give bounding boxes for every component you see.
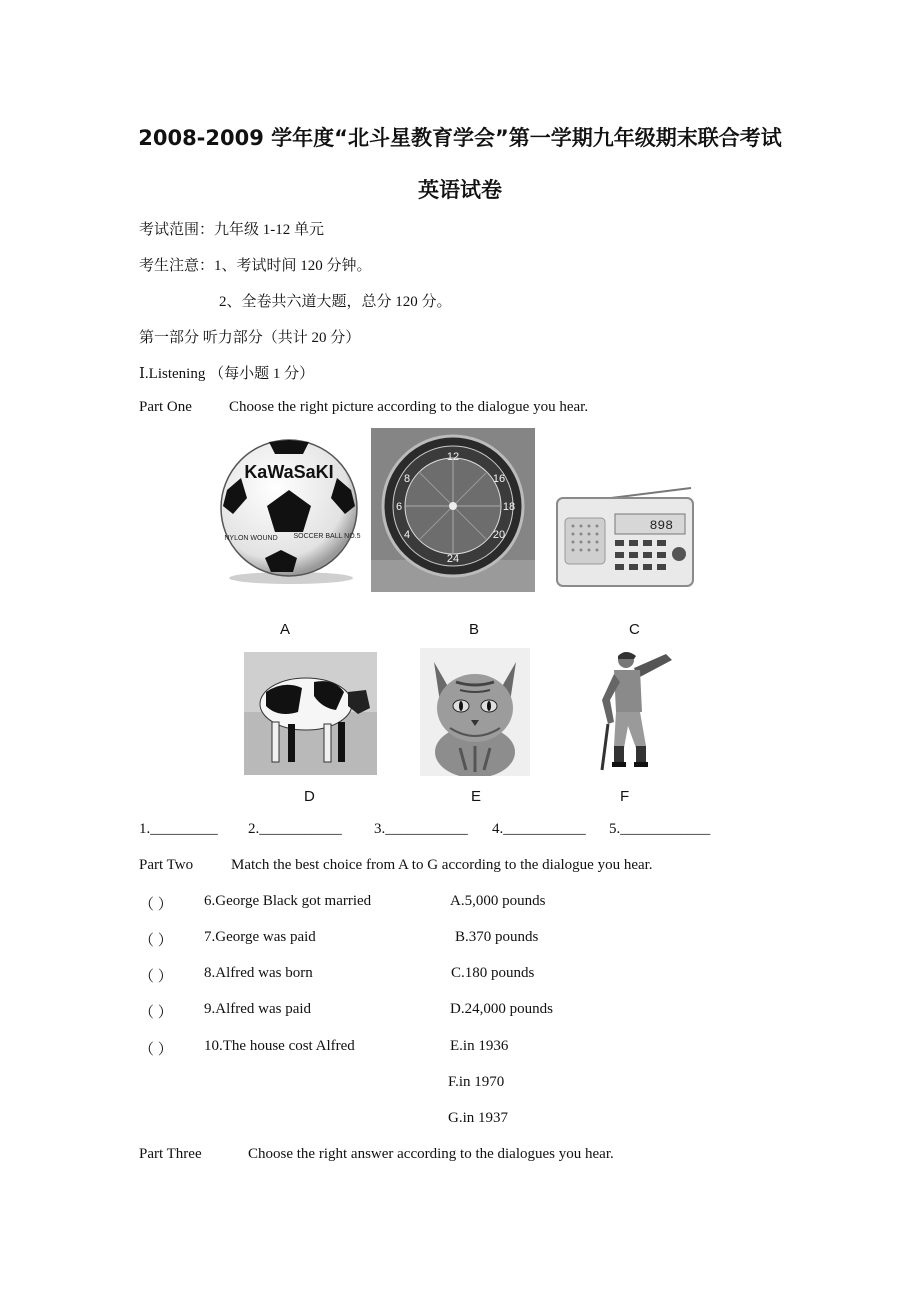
question-paren[interactable]: （ ）	[139, 897, 173, 913]
picture-letter-c: C	[629, 621, 640, 638]
question-text: 7.George was paid	[204, 929, 316, 945]
question-text: 10.The house cost Alfred	[204, 1038, 355, 1054]
question-paren[interactable]: （ ）	[139, 969, 173, 985]
listening-section: Ⅰ.Listening （每小题 1 分）	[139, 366, 315, 382]
choice-text: E.in 1936	[450, 1038, 509, 1054]
svg-text:18: 18	[502, 501, 516, 513]
svg-text:8: 8	[403, 473, 411, 485]
part-two-label: Part Two	[139, 857, 194, 873]
svg-text:12: 12	[446, 451, 460, 463]
answer-blank-1[interactable]: 1._________	[139, 821, 218, 837]
choice-text: F.in 1970	[448, 1074, 505, 1090]
question-text: 8.Alfred was born	[204, 965, 313, 981]
exam-note-2: 2、全卷共六道大题，总分 120 分。	[219, 294, 452, 310]
picture-c	[555, 428, 697, 592]
part-three-label: Part Three	[139, 1146, 202, 1162]
choice-text: B.370 pounds	[455, 929, 539, 945]
picture-letter-d: D	[304, 788, 315, 805]
answer-blank-3[interactable]: 3.___________	[374, 821, 468, 837]
choice-text: G.in 1937	[448, 1110, 508, 1126]
question-paren[interactable]: （ ）	[139, 1042, 173, 1058]
cat-icon	[420, 648, 530, 776]
picture-letter-b: B	[469, 621, 480, 638]
choice-text: D.24,000 pounds	[450, 1001, 553, 1017]
radio-display-text: 898	[649, 518, 673, 533]
picture-e	[420, 648, 530, 776]
part1-heading: 第一部分 听力部分（共计 20 分）	[139, 330, 361, 346]
picture-d	[244, 652, 377, 775]
cow-icon	[244, 652, 377, 775]
picture-a	[209, 428, 369, 588]
svg-text:20: 20	[492, 529, 506, 541]
svg-text:6: 6	[395, 501, 403, 513]
part-two-instruction: Match the best choice from A to G according to the dialogue you hear.	[231, 857, 653, 873]
ball-nylon-text: NYLON WOUND	[224, 535, 278, 542]
picture-letter-e: E	[471, 788, 482, 805]
baseball-player-icon	[588, 648, 682, 778]
ball-brand-text: KaWaSaKI	[244, 462, 334, 482]
part-one-instruction: Choose the right picture according to the dialogue you hear.	[229, 399, 589, 415]
ball-soccer-text: SOCCER BALL NO.5	[293, 533, 361, 540]
picture-letter-f: F	[620, 788, 630, 805]
exam-note-1: 考生注意：1、考试时间 120 分钟。	[139, 258, 372, 274]
question-paren[interactable]: （ ）	[139, 1005, 173, 1021]
part-one-label: Part One	[139, 399, 192, 415]
part-three-instruction: Choose the right answer according to the dialogues you hear.	[248, 1146, 614, 1162]
exam-scope: 考试范围：九年级 1-12 单元	[139, 222, 324, 238]
picture-letter-a: A	[280, 621, 291, 638]
svg-text:16: 16	[492, 473, 506, 485]
exam-subtitle: 英语试卷	[418, 178, 502, 202]
clock-icon	[371, 428, 535, 592]
question-paren[interactable]: （ ）	[139, 933, 173, 949]
answer-blank-2[interactable]: 2.___________	[248, 821, 342, 837]
question-text: 9.Alfred was paid	[204, 1001, 312, 1017]
choice-text: A.5,000 pounds	[450, 893, 546, 909]
svg-text:4: 4	[403, 529, 411, 541]
choice-text: C.180 pounds	[451, 965, 535, 981]
answer-blank-4[interactable]: 4.___________	[492, 821, 586, 837]
svg-text:24: 24	[446, 553, 460, 565]
exam-title: 2008-2009 学年度“北斗星教育学会”第一学期九年级期末联合考试	[138, 126, 782, 150]
picture-b	[371, 428, 535, 592]
radio-icon	[555, 428, 697, 592]
answer-blank-5[interactable]: 5.____________	[609, 821, 711, 837]
question-text: 6.George Black got married	[204, 893, 372, 909]
picture-f	[588, 648, 682, 778]
soccer-ball-icon	[209, 428, 369, 588]
